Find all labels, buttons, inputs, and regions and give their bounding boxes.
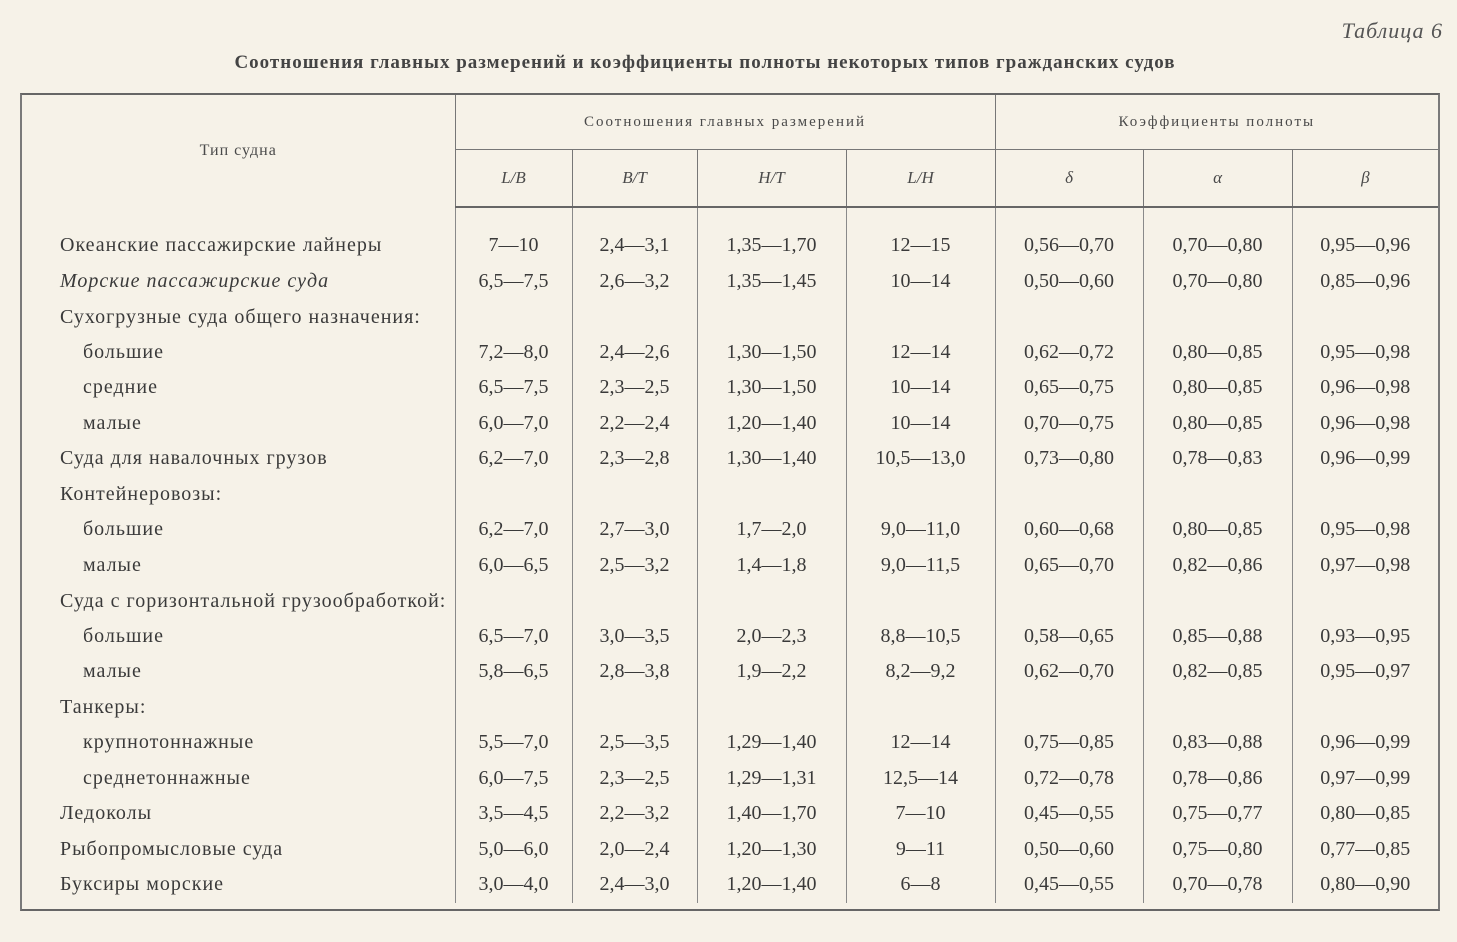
header-group-coefficients: Коэффициенты полноты (995, 95, 1438, 150)
value-cell: 6,0—6,5 (455, 548, 572, 584)
value-cell: 0,80—0,90 (1320, 873, 1411, 896)
value-cell: 0,78—0,86 (1143, 761, 1292, 797)
value-cell: 1,20—1,30 (697, 832, 846, 868)
ship-type-cell: среднетоннажные (22, 761, 455, 797)
data-table-frame (20, 93, 1440, 911)
value-cell: 0,77—0,85 (1320, 837, 1411, 860)
value-cell: 2,3—2,8 (572, 441, 697, 477)
ship-type-cell: малые (22, 406, 455, 442)
value-cell: 2,3—2,5 (572, 761, 697, 797)
value-cell: 0,80—0,85 (1143, 512, 1292, 548)
header-col-l-b: L/B (455, 150, 572, 208)
value-cell: 1,30—1,50 (697, 335, 846, 371)
value-cell (455, 583, 572, 619)
table-row (22, 583, 1438, 619)
header-col-beta: β (1292, 150, 1438, 208)
value-cell: 0,75—0,80 (1143, 832, 1292, 868)
value-cell: 0,95—0,96 (1320, 234, 1411, 257)
value-cell: 1,20—1,40 (697, 406, 846, 442)
value-cell: 1,4—1,8 (697, 548, 846, 584)
data-table (22, 95, 1438, 903)
value-cell: 1,35—1,70 (697, 228, 846, 264)
ship-type-cell: средние (22, 370, 455, 406)
value-cell (1143, 690, 1292, 726)
header-col-b-t: B/T (572, 150, 697, 208)
group-label: Танкеры: (22, 690, 455, 726)
table-row (22, 619, 1438, 655)
group-label: Суда с горизонтальной грузообработкой: (22, 583, 455, 619)
table-row (22, 335, 1438, 371)
table-number: Таблица 6 (1341, 18, 1443, 43)
value-cell (846, 299, 995, 335)
value-cell: 5,5—7,0 (455, 725, 572, 761)
group-label: Сухогрузные суда общего назначения: (22, 299, 455, 335)
value-cell: 6,5—7,5 (455, 370, 572, 406)
value-cell: 0,78—0,83 (1143, 441, 1292, 477)
table-row (22, 406, 1438, 442)
value-cell: 0,80—0,85 (1143, 406, 1292, 442)
header-group-ratios: Соотношения главных размерений (455, 95, 995, 150)
ship-type-cell: Рыбопромысловые суда (22, 832, 455, 868)
ship-type-cell: малые (22, 654, 455, 690)
table-row (22, 370, 1438, 406)
value-cell: 2,5—3,5 (572, 725, 697, 761)
table-row (22, 690, 1438, 726)
value-cell: 0,70—0,80 (1143, 228, 1292, 264)
ship-type-cell: малые (22, 548, 455, 584)
table-row (22, 548, 1438, 584)
table-row (22, 441, 1438, 477)
value-cell: 0,80—0,85 (1143, 370, 1292, 406)
value-cell: 0,62—0,70 (995, 654, 1143, 690)
value-cell (455, 477, 572, 513)
value-cell: 0,58—0,65 (995, 619, 1143, 655)
value-cell: 2,4—3,1 (572, 228, 697, 264)
value-cell: 8,2—9,2 (846, 654, 995, 690)
value-cell: 2,2—2,4 (572, 406, 697, 442)
ship-type-cell: большие (22, 335, 455, 371)
value-cell (572, 477, 697, 513)
value-cell: 0,45—0,55 (995, 867, 1143, 903)
table-row (22, 512, 1438, 548)
value-cell: 0,97—0,99 (1320, 766, 1411, 789)
value-cell: 0,96—0,99 (1320, 447, 1411, 470)
value-cell: 1,29—1,40 (697, 725, 846, 761)
value-cell: 0,82—0,85 (1143, 654, 1292, 690)
table-row (22, 477, 1438, 513)
value-cell (572, 299, 697, 335)
header-col-l-h: L/H (846, 150, 995, 208)
value-cell: 2,6—3,2 (572, 264, 697, 300)
table-body (22, 207, 1438, 903)
value-cell: 0,85—0,96 (1320, 269, 1411, 292)
value-cell: 8,8—10,5 (846, 619, 995, 655)
value-cell: 0,95—0,98 (1320, 518, 1411, 541)
value-cell: 0,96—0,98 (1320, 376, 1411, 399)
value-cell: 0,75—0,77 (1143, 796, 1292, 832)
value-cell (697, 477, 846, 513)
ship-type-cell: Океанские пассажирские лайнеры (22, 228, 455, 264)
value-cell: 0,95—0,98 (1320, 340, 1411, 363)
value-cell: 0,72—0,78 (995, 761, 1143, 797)
value-cell: 0,70—0,75 (995, 406, 1143, 442)
header-ship-type: Тип судна (22, 95, 455, 207)
value-cell: 0,85—0,88 (1143, 619, 1292, 655)
table-row (22, 264, 1438, 300)
value-cell: 2,4—2,6 (572, 335, 697, 371)
value-cell: 2,8—3,8 (572, 654, 697, 690)
value-cell: 6,0—7,0 (455, 406, 572, 442)
value-cell: 2,3—2,5 (572, 370, 697, 406)
value-cell (846, 477, 995, 513)
value-cell: 6,2—7,0 (455, 512, 572, 548)
value-cell: 2,2—3,2 (572, 796, 697, 832)
value-cell: 0,80—0,85 (1143, 335, 1292, 371)
value-cell (846, 583, 995, 619)
ship-type-cell: Суда для навалочных грузов (22, 441, 455, 477)
value-cell: 0,75—0,85 (995, 725, 1143, 761)
value-cell (455, 690, 572, 726)
value-cell: 1,35—1,45 (697, 264, 846, 300)
value-cell (697, 583, 846, 619)
value-cell: 0,95—0,97 (1320, 660, 1411, 683)
header-col-alpha: α (1143, 150, 1292, 208)
value-cell: 1,9—2,2 (697, 654, 846, 690)
ship-type-cell: Ледоколы (22, 796, 455, 832)
value-cell: 0,45—0,55 (995, 796, 1143, 832)
value-cell: 2,4—3,0 (572, 867, 697, 903)
value-cell: 6—8 (846, 867, 995, 903)
value-cell: 2,0—2,3 (697, 619, 846, 655)
value-cell (697, 690, 846, 726)
value-cell (1143, 477, 1292, 513)
value-cell: 0,50—0,60 (995, 832, 1143, 868)
ship-type-cell: Морские пассажирские суда (22, 264, 455, 300)
table-row (22, 725, 1438, 761)
value-cell: 1,30—1,50 (697, 370, 846, 406)
value-cell: 0,93—0,95 (1320, 624, 1411, 647)
value-cell: 10—14 (846, 370, 995, 406)
value-cell: 9—11 (846, 832, 995, 868)
value-cell (572, 583, 697, 619)
value-cell (995, 690, 1143, 726)
value-cell: 0,56—0,70 (995, 228, 1143, 264)
value-cell: 0,96—0,98 (1320, 411, 1411, 434)
group-label: Контейнеровозы: (22, 477, 455, 513)
value-cell: 12—15 (846, 228, 995, 264)
value-cell: 1,29—1,31 (697, 761, 846, 797)
value-cell (995, 299, 1143, 335)
value-cell: 0,60—0,68 (995, 512, 1143, 548)
value-cell (1143, 299, 1292, 335)
value-cell (1143, 583, 1292, 619)
value-cell: 0,97—0,98 (1320, 553, 1411, 576)
value-cell (697, 299, 846, 335)
value-cell: 6,2—7,0 (455, 441, 572, 477)
value-cell: 5,0—6,0 (455, 832, 572, 868)
value-cell: 0,62—0,72 (995, 335, 1143, 371)
value-cell: 1,7—2,0 (697, 512, 846, 548)
value-cell: 1,40—1,70 (697, 796, 846, 832)
value-cell: 0,80—0,85 (1320, 802, 1411, 825)
table-row (22, 299, 1438, 335)
header-col-h-t: H/T (697, 150, 846, 208)
value-cell: 0,82—0,86 (1143, 548, 1292, 584)
value-cell: 3,0—4,0 (455, 867, 572, 903)
value-cell: 0,50—0,60 (995, 264, 1143, 300)
value-cell: 2,7—3,0 (572, 512, 697, 548)
value-cell: 2,0—2,4 (572, 832, 697, 868)
header-col-delta: δ (995, 150, 1143, 208)
value-cell (572, 690, 697, 726)
table-row (22, 654, 1438, 690)
value-cell: 7—10 (846, 796, 995, 832)
value-cell: 0,73—0,80 (995, 441, 1143, 477)
value-cell: 3,0—3,5 (572, 619, 697, 655)
value-cell (995, 583, 1143, 619)
value-cell (1292, 690, 1438, 726)
table-title: Соотношения главных размерений и коэффициенты полноты некоторых типов гражданских судов (234, 52, 1176, 73)
value-cell: 10—14 (846, 264, 995, 300)
table-row (22, 228, 1438, 264)
value-cell (1292, 477, 1438, 513)
value-cell (455, 299, 572, 335)
value-cell: 10,5—13,0 (846, 441, 995, 477)
value-cell (995, 477, 1143, 513)
value-cell: 1,20—1,40 (697, 867, 846, 903)
value-cell: 3,5—4,5 (455, 796, 572, 832)
value-cell: 2,5—3,2 (572, 548, 697, 584)
value-cell: 6,5—7,0 (455, 619, 572, 655)
ship-type-cell: Буксиры морские (22, 867, 455, 903)
value-cell: 5,8—6,5 (455, 654, 572, 690)
value-cell: 0,83—0,88 (1143, 725, 1292, 761)
table-row (22, 796, 1438, 832)
value-cell: 0,96—0,99 (1320, 731, 1411, 754)
value-cell: 0,65—0,75 (995, 370, 1143, 406)
ship-type-cell: большие (22, 512, 455, 548)
value-cell: 12,5—14 (846, 761, 995, 797)
value-cell (846, 690, 995, 726)
value-cell: 0,65—0,70 (995, 548, 1143, 584)
value-cell: 7—10 (455, 228, 572, 264)
value-cell: 0,70—0,80 (1143, 264, 1292, 300)
value-cell: 1,30—1,40 (697, 441, 846, 477)
table-row (22, 867, 1438, 903)
value-cell: 10—14 (846, 406, 995, 442)
value-cell (1292, 299, 1438, 335)
value-cell: 12—14 (846, 725, 995, 761)
ship-type-cell: большие (22, 619, 455, 655)
value-cell: 6,5—7,5 (455, 264, 572, 300)
value-cell (1292, 583, 1438, 619)
value-cell: 7,2—8,0 (455, 335, 572, 371)
ship-type-cell: крупнотоннажные (22, 725, 455, 761)
table-row (22, 761, 1438, 797)
value-cell: 6,0—7,5 (455, 761, 572, 797)
table-row (22, 832, 1438, 868)
value-cell: 12—14 (846, 335, 995, 371)
value-cell: 9,0—11,0 (846, 512, 995, 548)
value-cell: 0,70—0,78 (1143, 867, 1292, 903)
value-cell: 9,0—11,5 (846, 548, 995, 584)
